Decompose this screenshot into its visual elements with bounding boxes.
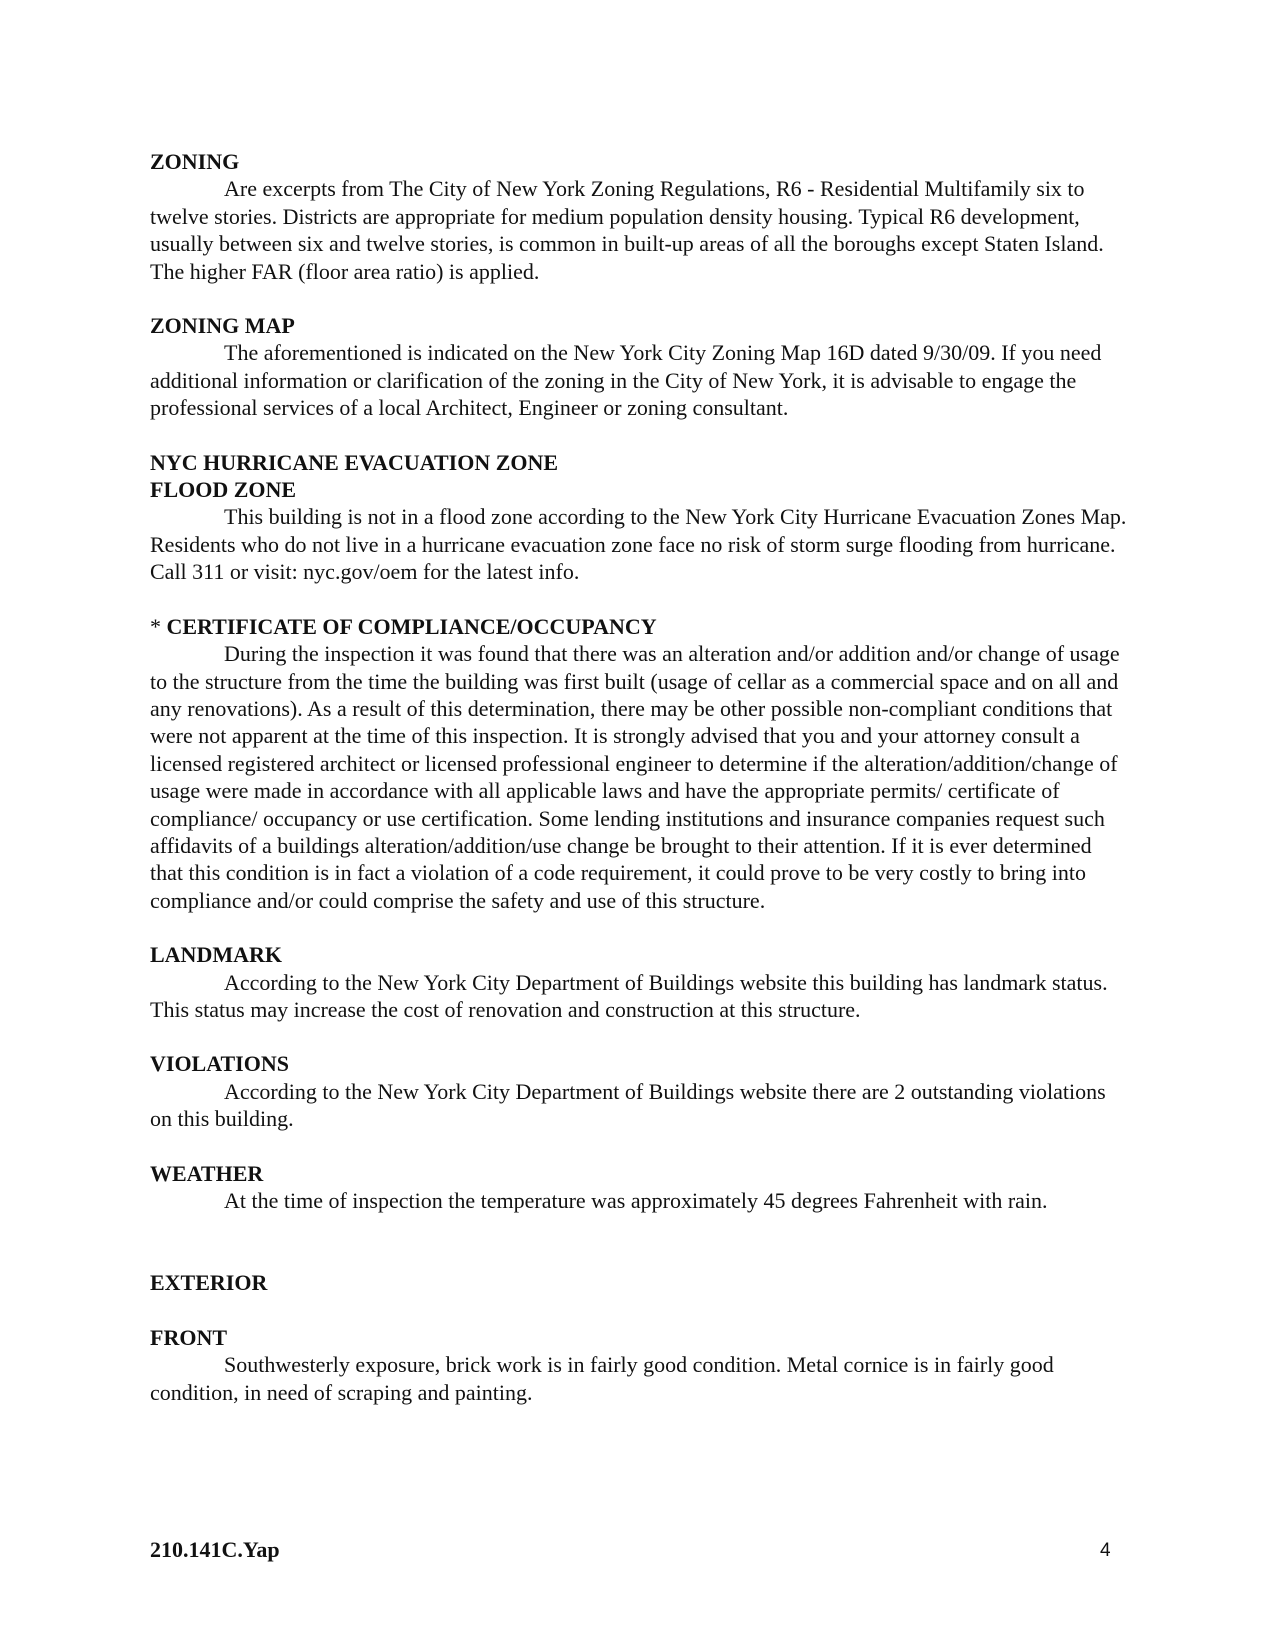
section-heading: ZONING MAP xyxy=(150,313,295,339)
section-body: This building is not in a flood zone according to the New York City Hurricane Evacuation Zones Map. Residents who do not live in a hurricane evacuation zone face no risk of storm surge flooding from hurricane. Call 311 or visit: nyc.gov/oem for the latest info. xyxy=(150,504,1127,585)
section-heading xyxy=(150,613,1130,640)
section-heading: FRONT xyxy=(150,1324,227,1350)
section-subheading: FLOOD ZONE xyxy=(150,477,297,503)
section-body: During the inspection it was found that there was an alteration and/or addition and/or change of usage to the structure from the time the building was first built (usage of cellar as a commercial space and on all and any renovations). As a result of this determination, there may be other possible non-compliant conditions that were not apparent at the time of this inspection. It is strongly advised that you and your attorney consult a licensed registered architect or licensed professional engineer to determine if the alteration/addition/change of usage were made in accordance with all applicable laws and have the appropriate permits/ certificate of compliance/ occupancy or use certification. Some lending institutions and insurance companies request such affidavits of a buildings alteration/addition/use change be brought to their attention. If it is ever determined that this condition is in fact a violation of a code requirement, it could prove to be very costly to bring into compliance and/or could comprise the safety and use of this structure. xyxy=(150,641,1120,913)
section-body: According to the New York City Department of Buildings website this building has landmark status. This status may increase the cost of renovation and construction at this structure. xyxy=(150,969,1108,1022)
section-front xyxy=(150,1324,1130,1406)
section-certificate xyxy=(150,613,1130,914)
footer-doc-id: 210.141C.Yap xyxy=(150,1537,280,1562)
section-exterior xyxy=(150,1269,1130,1296)
section-heading: LANDMARK xyxy=(150,942,282,968)
section-body: At the time of inspection the temperature was approximately 45 degrees Fahrenheit with rain. xyxy=(224,1188,1048,1213)
footer-page-number: 4 xyxy=(1100,1540,1111,1561)
report-page xyxy=(150,148,1130,1406)
section-heading: WEATHER xyxy=(150,1160,264,1186)
asterisk-marker: * xyxy=(150,613,167,639)
section-heading: EXTERIOR xyxy=(150,1270,268,1296)
section-heading: VIOLATIONS xyxy=(150,1051,289,1077)
section-violations xyxy=(150,1050,1130,1132)
section-weather xyxy=(150,1160,1130,1215)
section-body: According to the New York City Department of Buildings website there are 2 outstanding violations on this building. xyxy=(150,1078,1106,1132)
section-heading: NYC HURRICANE EVACUATION ZONE xyxy=(150,449,559,475)
section-heading-text: CERTIFICATE OF COMPLIANCE/OCCUPANCY xyxy=(166,613,657,639)
section-body: The aforementioned is indicated on the New York City Zoning Map 16D dated 9/30/09. If you need additional information or clarification of the zoning in the City of New York, it is advisable to engage the professional services of a local Architect, Engineer or zoning consultant. xyxy=(150,340,1102,421)
section-zoning-map xyxy=(150,312,1130,422)
section-body: Are excerpts from The City of New York Zoning Regulations, R6 - Residential Multifamily six to twelve stories. Districts are appropriate for medium population density housing. Typical R6 development, usually between six and twelve stories, is common in built-up areas of all the boroughs except Staten Island. The higher FAR (floor area ratio) is applied. xyxy=(150,176,1104,284)
section-body: Southwesterly exposure, brick work is in fairly good condition. Metal cornice is in fairly good condition, in need of scraping and painting. xyxy=(150,1352,1054,1405)
section-landmark xyxy=(150,941,1130,1023)
section-zoning xyxy=(150,148,1130,285)
section-heading: ZONING xyxy=(150,149,240,174)
section-hurricane-flood-zone xyxy=(150,449,1130,586)
